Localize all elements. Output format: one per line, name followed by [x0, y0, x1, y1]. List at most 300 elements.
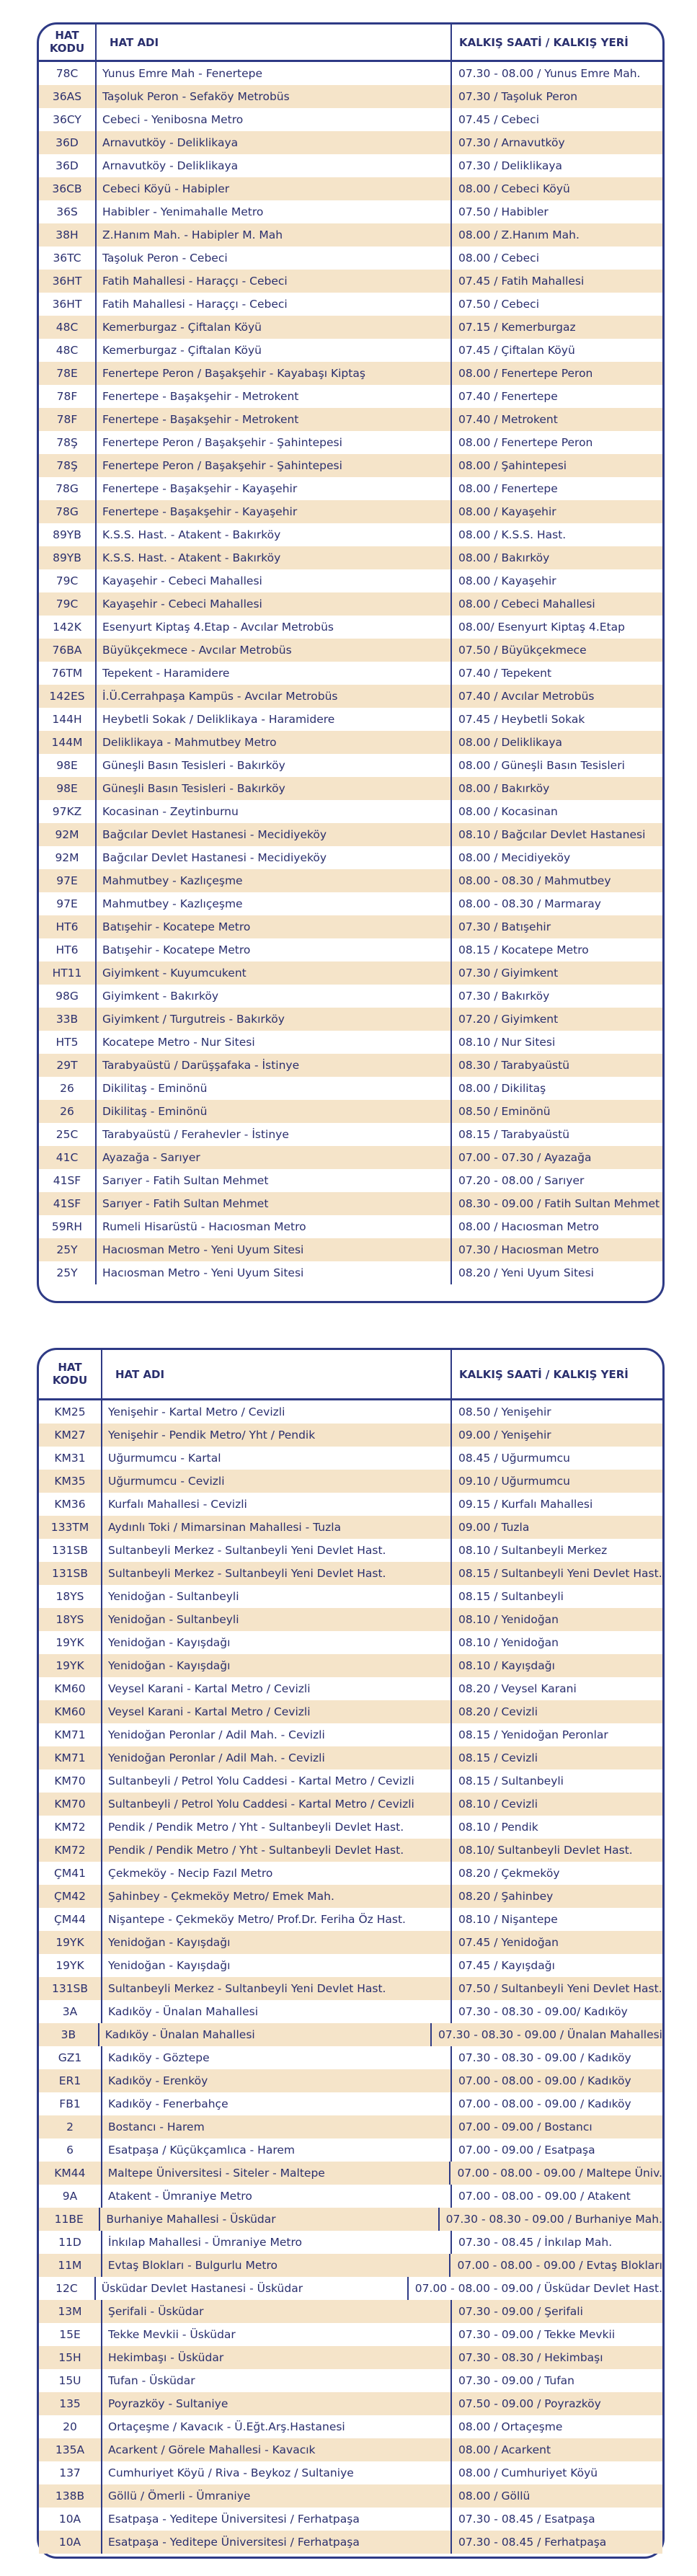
table-row — [39, 2277, 662, 2300]
line-name: Çekmeköy - Necip Fazıl Metro — [102, 1862, 452, 1885]
line-name: Sultanbeyli / Petrol Yolu Caddesi - Kartal Metro / Cevizli — [102, 1793, 452, 1816]
line-name: Kadıköy - Ünalan Mahallesi — [99, 2023, 432, 2046]
table-row — [39, 1054, 662, 1077]
table-row — [39, 961, 662, 985]
table-body — [39, 62, 662, 1284]
line-code: 36CY — [39, 108, 97, 131]
table-row — [39, 777, 662, 800]
departure-time: 07.30 - 08.30 - 09.00/ Kadıköy — [458, 2005, 628, 2018]
line-code: 11M — [39, 2254, 102, 2277]
line-code: 137 — [39, 2461, 102, 2484]
departure-time: 08.20 / Şahinbey — [458, 1890, 554, 1903]
line-name: Kadıköy - Ünalan Mahallesi — [102, 2000, 452, 2023]
line-code: GZ1 — [39, 2046, 102, 2069]
line-name: Tekke Mevkii - Üsküdar — [102, 2323, 452, 2346]
line-name: Ayazağa - Sarıyer — [97, 1146, 452, 1169]
line-name: Fenertepe Peron / Başakşehir - Kayabaşı Kiptaş — [97, 362, 452, 385]
line-name: K.S.S. Hast. - Atakent - Bakırköy — [97, 546, 452, 569]
line-name: Yenişehir - Pendik Metro/ Yht / Pendik — [102, 1424, 452, 1447]
table-row — [39, 2254, 662, 2277]
line-name: Güneşli Basın Tesisleri - Bakırköy — [97, 754, 452, 777]
line-code: 36HT — [39, 270, 97, 293]
line-name: Uğurmumcu - Cevizli — [102, 1470, 452, 1493]
table-row — [39, 1008, 662, 1031]
line-name: Taşoluk Peron - Sefaköy Metrobüs — [97, 85, 452, 108]
line-name: Veysel Karani - Kartal Metro / Cevizli — [102, 1700, 452, 1723]
table-row — [39, 131, 662, 154]
departure-time: 08.00 / Göllü — [458, 2490, 530, 2502]
line-code: 19YK — [39, 1931, 102, 1954]
line-code: 36AS — [39, 85, 97, 108]
table-row — [39, 2484, 662, 2508]
line-code: 2 — [39, 2115, 102, 2138]
departure-time: 07.30 / Deliklikaya — [458, 159, 562, 172]
departure-time: 08.15 / Sultanbeyli Yeni Devlet Hast. — [458, 1567, 662, 1580]
line-code: 11D — [39, 2231, 102, 2254]
line-code: 97KZ — [39, 800, 97, 823]
line-name: Burhaniye Mahallesi - Üsküdar — [100, 2208, 439, 2231]
table-row — [39, 2162, 662, 2185]
departure-time: 07.30 / Arnavutköy — [458, 136, 565, 149]
line-name: Yenidoğan Peronlar / Adil Mah. - Cevizli — [102, 1746, 452, 1769]
table-row — [39, 2415, 662, 2438]
line-name: Esatpaşa - Yeditepe Üniversitesi / Ferhatpaşa — [102, 2531, 452, 2554]
line-name: Cebeci - Yenibosna Metro — [97, 108, 452, 131]
line-code: 11BE — [39, 2208, 100, 2231]
line-name: Şahinbey - Çekmeköy Metro/ Emek Mah. — [102, 1885, 452, 1908]
departure-time: 07.30 - 09.00 / Şerifali — [458, 2305, 583, 2318]
line-name: Tepekent - Haramidere — [97, 662, 452, 685]
line-code: KM36 — [39, 1493, 102, 1516]
line-code: 15H — [39, 2346, 102, 2369]
line-code: 135 — [39, 2392, 102, 2415]
departure-time: 09.10 / Uğurmumcu — [458, 1475, 570, 1488]
departure-time: 08.50 / Yenişehir — [458, 1405, 551, 1418]
table-row — [39, 1539, 662, 1562]
departure-time: 07.30 - 09.00 / Tufan — [458, 2374, 574, 2387]
line-name: Ortaçeşme / Kavacık - Ü.Eğt.Arş.Hastanesi — [102, 2415, 452, 2438]
line-code: KM70 — [39, 1769, 102, 1793]
table-row — [39, 2115, 662, 2138]
line-name: Yenidoğan - Sultanbeyli — [102, 1608, 452, 1631]
departure-time: 08.15 / Cevizli — [458, 1751, 538, 1764]
line-code: 10A — [39, 2508, 102, 2531]
line-code: 19YK — [39, 1631, 102, 1654]
departure-time: 07.20 - 08.00 / Sarıyer — [458, 1174, 585, 1187]
line-code: 89YB — [39, 546, 97, 569]
line-code: 36TC — [39, 247, 97, 270]
line-name: Yenidoğan - Kayışdağı — [102, 1954, 452, 1977]
table-row — [39, 408, 662, 431]
table-row — [39, 177, 662, 200]
departure-time: 08.10 / Yenidoğan — [458, 1613, 559, 1626]
departure-time: 07.15 / Kemerburgaz — [458, 321, 576, 334]
line-code: 98E — [39, 754, 97, 777]
departure-time: 08.00 / Acarkent — [458, 2443, 551, 2456]
table-header — [39, 25, 662, 62]
line-code: 138B — [39, 2484, 102, 2508]
departure-time: 08.00 / Ortaçeşme — [458, 2420, 563, 2433]
table-row — [39, 1261, 662, 1284]
line-code: HT6 — [39, 938, 97, 961]
schedule-table-1 — [37, 22, 665, 1303]
column-header-departure: KALKIŞ SAATİ / KALKIŞ YERİ — [459, 1367, 629, 1381]
line-code: 76BA — [39, 639, 97, 662]
line-code: 131SB — [39, 1539, 102, 1562]
table-row — [39, 2531, 662, 2554]
line-name: Kayaşehir - Cebeci Mahallesi — [97, 569, 452, 592]
line-name: Habibler - Yenimahalle Metro — [97, 200, 452, 223]
table-row — [39, 2023, 662, 2046]
departure-time: 08.10 / Nur Sitesi — [458, 1036, 556, 1049]
departure-time: 08.00 / Şahintepesi — [458, 459, 567, 472]
line-code: 6 — [39, 2138, 102, 2162]
departure-time: 08.00 / Cebeci Mahallesi — [458, 598, 595, 610]
line-name: Sultanbeyli Merkez - Sultanbeyli Yeni Devlet Hast. — [102, 1977, 452, 2000]
departure-time: 08.10 / Sultanbeyli Merkez — [458, 1544, 608, 1557]
line-code: ER1 — [39, 2069, 102, 2092]
departure-time: 08.30 / Tarabyaüstü — [458, 1059, 570, 1072]
departure-time: 08.00 / Cebeci Köyü — [458, 182, 570, 195]
table-row — [39, 731, 662, 754]
line-name: Hekimbaşı - Üsküdar — [102, 2346, 452, 2369]
line-code: KM31 — [39, 1447, 102, 1470]
line-name: Fatih Mahallesi - Haraççı - Cebeci — [97, 270, 452, 293]
line-code: 76TM — [39, 662, 97, 685]
table-row — [39, 1077, 662, 1100]
departure-time: 08.00 / Z.Hanım Mah. — [458, 228, 580, 241]
table-row — [39, 431, 662, 454]
departure-time: 07.30 / Giyimkent — [458, 967, 559, 980]
line-code: 135A — [39, 2438, 102, 2461]
line-name: Z.Hanım Mah. - Habipler M. Mah — [97, 223, 452, 247]
departure-time: 07.00 - 08.00 - 09.00 / Evtaş Blokları — [457, 2259, 662, 2272]
table-row — [39, 2323, 662, 2346]
line-name: Nişantepe - Çekmeköy Metro/ Prof.Dr. Feriha Öz Hast. — [102, 1908, 452, 1931]
table-row — [39, 754, 662, 777]
table-row — [39, 1516, 662, 1539]
table-row — [39, 293, 662, 316]
departure-time: 07.30 - 08.45 / İnkılap Mah. — [458, 2236, 613, 2249]
line-name: Batışehir - Kocatepe Metro — [97, 915, 452, 938]
table-row — [39, 892, 662, 915]
departure-time: 07.00 - 07.30 / Ayazağa — [458, 1151, 592, 1164]
table-row — [39, 362, 662, 385]
line-code: KM60 — [39, 1677, 102, 1700]
departure-time: 07.00 - 08.00 - 09.00 / Atakent — [458, 2190, 631, 2203]
table-row — [39, 846, 662, 869]
table-row — [39, 108, 662, 131]
table-row — [39, 2138, 662, 2162]
departure-time: 07.40 / Avcılar Metrobüs — [458, 690, 595, 703]
departure-time: 07.45 / Heybetli Sokak — [458, 713, 585, 726]
table-row — [39, 477, 662, 500]
line-name: Maltepe Üniversitesi - Siteler - Maltepe — [102, 2162, 451, 2185]
line-code: 144H — [39, 708, 97, 731]
line-code: 29T — [39, 1054, 97, 1077]
departure-time: 08.50 / Eminönü — [458, 1105, 551, 1118]
line-name: Rumeli Hisarüstü - Hacıosman Metro — [97, 1215, 452, 1238]
table-row — [39, 800, 662, 823]
line-name: Kocatepe Metro - Nur Sitesi — [97, 1031, 452, 1054]
table-row — [39, 2208, 662, 2231]
table-row — [39, 1238, 662, 1261]
line-name: Atakent - Ümraniye Metro — [102, 2185, 452, 2208]
line-code: ÇM42 — [39, 1885, 102, 1908]
line-code: KM35 — [39, 1470, 102, 1493]
line-name: Kocasinan - Zeytinburnu — [97, 800, 452, 823]
line-name: Göllü / Ömerli - Ümraniye — [102, 2484, 452, 2508]
line-code: 9A — [39, 2185, 102, 2208]
table-row — [39, 154, 662, 177]
line-name: Arnavutköy - Deliklikaya — [97, 154, 452, 177]
line-name: Yenidoğan - Kayışdağı — [102, 1631, 452, 1654]
line-code: 142ES — [39, 685, 97, 708]
line-name: Yunus Emre Mah - Fenertepe — [97, 62, 452, 85]
departure-time: 08.00 / Cumhuriyet Köyü — [458, 2466, 598, 2479]
line-name: Mahmutbey - Kazlıçeşme — [97, 892, 452, 915]
table-row — [39, 2300, 662, 2323]
line-code: 41SF — [39, 1192, 97, 1215]
line-code: 78G — [39, 477, 97, 500]
table-row — [39, 569, 662, 592]
line-name: Heybetli Sokak / Deliklikaya - Haramidere — [97, 708, 452, 731]
line-name: İnkılap Mahallesi - Ümraniye Metro — [102, 2231, 452, 2254]
line-name: Fenertepe Peron / Başakşehir - Şahintepesi — [97, 454, 452, 477]
line-code: 98E — [39, 777, 97, 800]
line-code: 26 — [39, 1100, 97, 1123]
departure-time: 08.00 - 08.30 / Mahmutbey — [458, 874, 611, 887]
table-row — [39, 1146, 662, 1169]
table-row — [39, 1769, 662, 1793]
line-code: 92M — [39, 823, 97, 846]
line-name: Esenyurt Kiptaş 4.Etap - Avcılar Metrobüs — [97, 616, 452, 639]
line-name: İ.Ü.Cerrahpaşa Kampüs - Avcılar Metrobüs — [97, 685, 452, 708]
column-header-line-name: HAT ADI — [102, 1350, 452, 1398]
departure-time: 08.00 - 08.30 / Marmaray — [458, 897, 601, 910]
departure-time: 07.30 - 08.30 - 09.00 / Kadıköy — [458, 2051, 631, 2064]
table-body — [39, 1400, 662, 2554]
line-code: 36CB — [39, 177, 97, 200]
departure-time: 08.10 / Cevizli — [458, 1798, 538, 1811]
table-row — [39, 1493, 662, 1516]
line-name: Deliklikaya - Mahmutbey Metro — [97, 731, 452, 754]
line-code: 19YK — [39, 1654, 102, 1677]
line-code: 79C — [39, 592, 97, 616]
line-name: Yenidoğan Peronlar / Adil Mah. - Cevizli — [102, 1723, 452, 1746]
table-row — [39, 1400, 662, 1424]
table-row — [39, 1470, 662, 1493]
table-row — [39, 385, 662, 408]
line-name: Esatpaşa / Küçükçamlıca - Harem — [102, 2138, 452, 2162]
line-code: 38H — [39, 223, 97, 247]
line-name: Fenertepe - Başakşehir - Metrokent — [97, 385, 452, 408]
line-name: Sarıyer - Fatih Sultan Mehmet — [97, 1169, 452, 1192]
table-row — [39, 1954, 662, 1977]
line-name: Fenertepe Peron / Başakşehir - Şahintepesi — [97, 431, 452, 454]
table-row — [39, 1885, 662, 1908]
departure-time: 07.40 / Tepekent — [458, 667, 552, 680]
line-code: 78F — [39, 408, 97, 431]
line-code: 78F — [39, 385, 97, 408]
table-row — [39, 2346, 662, 2369]
line-code: KM44 — [39, 2162, 102, 2185]
line-code: 97E — [39, 869, 97, 892]
departure-time: 08.00 / Güneşli Basın Tesisleri — [458, 759, 625, 772]
table-row — [39, 1700, 662, 1723]
table-row — [39, 546, 662, 569]
line-code: 48C — [39, 316, 97, 339]
departure-time: 08.45 / Uğurmumcu — [458, 1452, 570, 1465]
line-code: 78Ş — [39, 431, 97, 454]
line-name: Yenişehir - Kartal Metro / Cevizli — [102, 1400, 452, 1424]
departure-time: 08.15 / Kocatepe Metro — [458, 943, 589, 956]
table-row — [39, 223, 662, 247]
departure-time: 09.15 / Kurfalı Mahallesi — [458, 1498, 593, 1511]
line-name: Dikilitaş - Eminönü — [97, 1077, 452, 1100]
table-header — [39, 1350, 662, 1400]
table-row — [39, 316, 662, 339]
line-code: 131SB — [39, 1562, 102, 1585]
departure-time: 08.15 / Sultanbeyli — [458, 1775, 564, 1787]
line-name: Taşoluk Peron - Cebeci — [97, 247, 452, 270]
line-name: Evtaş Blokları - Bulgurlu Metro — [102, 2254, 451, 2277]
line-name: Cumhuriyet Köyü / Riva - Beykoz / Sultaniye — [102, 2461, 452, 2484]
line-code: KM72 — [39, 1816, 102, 1839]
departure-time: 08.00 / Bakırköy — [458, 782, 550, 795]
line-code: 36S — [39, 200, 97, 223]
line-code: 144M — [39, 731, 97, 754]
departure-time: 07.45 / Kayışdağı — [458, 1959, 555, 1972]
table-row — [39, 1908, 662, 1931]
line-name: Kemerburgaz - Çiftalan Köyü — [97, 339, 452, 362]
table-row — [39, 454, 662, 477]
line-name: Bağcılar Devlet Hastanesi - Mecidiyeköy — [97, 823, 452, 846]
line-code: 131SB — [39, 1977, 102, 2000]
departure-time: 07.45 / Çiftalan Köyü — [458, 344, 575, 357]
line-code: 78C — [39, 62, 97, 85]
departure-time: 07.00 - 09.00 / Bostancı — [458, 2120, 592, 2133]
table-row — [39, 1192, 662, 1215]
table-row — [39, 662, 662, 685]
departure-time: 08.10/ Sultanbeyli Devlet Hast. — [458, 1844, 633, 1857]
table-row — [39, 1746, 662, 1769]
table-row — [39, 2000, 662, 2023]
table-row — [39, 247, 662, 270]
table-row — [39, 2185, 662, 2208]
line-code: 41SF — [39, 1169, 97, 1192]
line-code: 25C — [39, 1123, 97, 1146]
departure-time: 08.00 / Kayaşehir — [458, 505, 556, 518]
line-code: 92M — [39, 846, 97, 869]
table-row — [39, 1215, 662, 1238]
line-name: Üsküdar Devlet Hastanesi - Üsküdar — [96, 2277, 409, 2300]
line-name: Kadıköy - Fenerbahçe — [102, 2092, 452, 2115]
line-code: 89YB — [39, 523, 97, 546]
line-code: 18YS — [39, 1608, 102, 1631]
table-row — [39, 85, 662, 108]
line-name: Yenidoğan - Sultanbeyli — [102, 1585, 452, 1608]
line-code: 25Y — [39, 1238, 97, 1261]
line-code: 78Ş — [39, 454, 97, 477]
departure-time: 08.10 / Nişantepe — [458, 1913, 558, 1926]
line-code: 19YK — [39, 1954, 102, 1977]
table-row — [39, 2231, 662, 2254]
line-name: Fenertepe - Başakşehir - Kayaşehir — [97, 500, 452, 523]
table-row — [39, 1585, 662, 1608]
departure-time: 07.20 / Giyimkent — [458, 1013, 559, 1026]
table-row — [39, 270, 662, 293]
departure-time: 07.00 - 08.00 - 09.00 / Kadıköy — [458, 2097, 631, 2110]
line-name: Yenidoğan - Kayışdağı — [102, 1654, 452, 1677]
line-name: Esatpaşa - Yeditepe Üniversitesi / Ferhatpaşa — [102, 2508, 452, 2531]
line-code: KM60 — [39, 1700, 102, 1723]
table-row — [39, 1123, 662, 1146]
line-code: 36D — [39, 154, 97, 177]
departure-time: 08.00 / Dikilitaş — [458, 1082, 546, 1095]
table-row — [39, 2046, 662, 2069]
line-name: Yenidoğan - Kayışdağı — [102, 1931, 452, 1954]
departure-time: 07.45 / Yenidoğan — [458, 1936, 559, 1949]
table-row — [39, 915, 662, 938]
departure-time: 07.00 - 08.00 - 09.00 / Maltepe Üniv. — [457, 2167, 662, 2180]
departure-time: 07.50 / Cebeci — [458, 298, 540, 311]
table-row — [39, 1654, 662, 1677]
line-code: KM25 — [39, 1400, 102, 1424]
departure-time: 08.10 / Yenidoğan — [458, 1636, 559, 1649]
line-code: KM72 — [39, 1839, 102, 1862]
table-row — [39, 62, 662, 85]
table-row — [39, 685, 662, 708]
departure-time: 08.15 / Yenidoğan Peronlar — [458, 1728, 608, 1741]
table-row — [39, 2508, 662, 2531]
line-name: Acarkent / Görele Mahallesi - Kavacık — [102, 2438, 452, 2461]
departure-time: 07.50 / Sultanbeyli Yeni Devlet Hast. — [458, 1982, 662, 1995]
line-name: Pendik / Pendik Metro / Yht - Sultanbeyli Devlet Hast. — [102, 1839, 452, 1862]
departure-time: 09.00 / Tuzla — [458, 1521, 530, 1534]
line-name: Kayaşehir - Cebeci Mahallesi — [97, 592, 452, 616]
departure-time: 08.00 / Bakırköy — [458, 551, 550, 564]
line-name: K.S.S. Hast. - Atakent - Bakırköy — [97, 523, 452, 546]
table-row — [39, 1977, 662, 2000]
table-row — [39, 2069, 662, 2092]
line-code: 79C — [39, 569, 97, 592]
line-code: 10A — [39, 2531, 102, 2554]
line-code: 3B — [39, 2023, 99, 2046]
schedule-table-2 — [37, 1348, 665, 2559]
table-row — [39, 200, 662, 223]
table-row — [39, 2461, 662, 2484]
departure-time: 07.00 - 09.00 / Esatpaşa — [458, 2144, 595, 2157]
table-row — [39, 1608, 662, 1631]
line-code: 78G — [39, 500, 97, 523]
departure-time: 08.00 / K.S.S. Hast. — [458, 528, 567, 541]
line-name: Kadıköy - Erenköy — [102, 2069, 452, 2092]
line-code: 25Y — [39, 1261, 97, 1284]
line-name: Veysel Karani - Kartal Metro / Cevizli — [102, 1677, 452, 1700]
line-code: 133TM — [39, 1516, 102, 1539]
line-name: Büyükçekmece - Avcılar Metrobüs — [97, 639, 452, 662]
line-code: 13M — [39, 2300, 102, 2323]
line-code: 3A — [39, 2000, 102, 2023]
departure-time: 08.00 / Mecidiyeköy — [458, 851, 571, 864]
departure-time: 08.00 / Kocasinan — [458, 805, 558, 818]
line-code: 97E — [39, 892, 97, 915]
table-row — [39, 2369, 662, 2392]
departure-time: 07.30 / Taşoluk Peron — [458, 90, 578, 103]
line-code: ÇM44 — [39, 1908, 102, 1931]
departure-time: 08.00 / Kayaşehir — [458, 574, 556, 587]
